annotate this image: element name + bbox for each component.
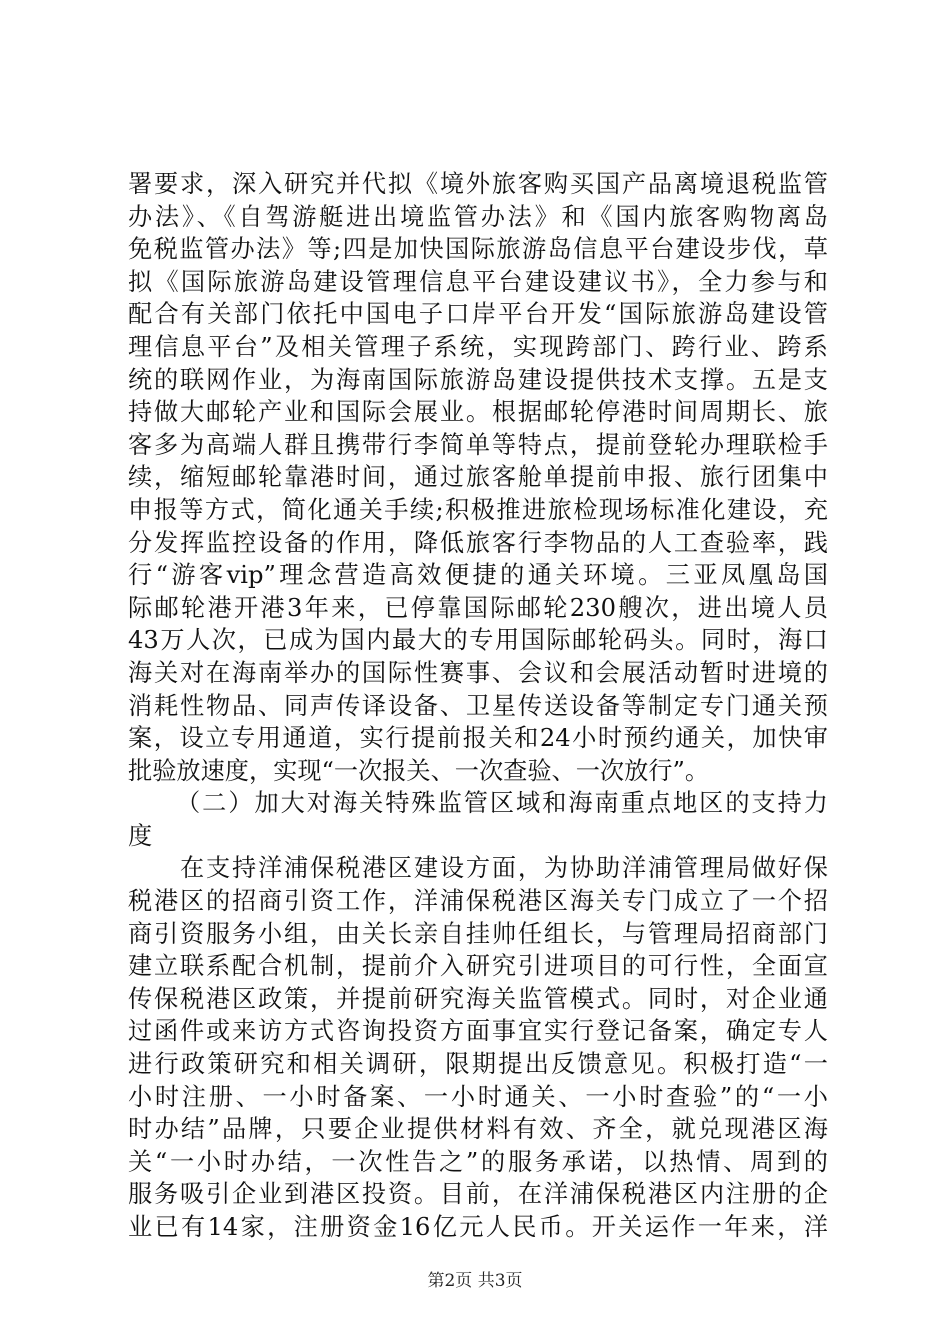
text-line: 分发挥监控设备的作用，降低旅客行李物品的人工查验率，践 [128, 528, 828, 557]
heading-line: （二）加大对海关特殊监管区域和海南重点地区的支持力 [176, 789, 828, 818]
text-line: 商引资服务小组，由关长亲自挂帅任组长，与管理局招商部门 [128, 919, 828, 948]
paragraph-1 [128, 168, 828, 787]
text-line: 43万人次，已成为国内最大的专用国际邮轮码头。同时，海口 [128, 626, 828, 655]
text-line: 时办结”品牌，只要企业提供材料有效、齐全，就兑现港区海 [128, 1115, 828, 1144]
text-line: 关“一小时办结，一次性告之”的服务承诺，以热情、周到的 [128, 1147, 828, 1176]
text-line: 客多为高端人群且携带行李简单等特点，提前登轮办理联检手 [128, 430, 828, 459]
text-line: 海关对在海南举办的国际性赛事、会议和会展活动暂时进境的 [128, 658, 828, 687]
page-footer: 第2页 共3页 [427, 1271, 523, 1291]
text-line: 建立联系配合机制，提前介入研究引进项目的可行性，全面宣 [128, 952, 828, 981]
text-line: 持做大邮轮产业和国际会展业。根据邮轮停港时间周期长、旅 [128, 398, 828, 427]
text-line: 传保税港区政策，并提前研究海关监管模式。同时，对企业通 [128, 984, 828, 1013]
paragraph-2 [128, 852, 828, 1243]
text-line: 在支持洋浦保税港区建设方面，为协助洋浦管理局做好保 [180, 854, 828, 883]
text-line: 小时注册、一小时备案、一小时通关、一小时查验”的“一小 [128, 1082, 828, 1111]
text-line: 业已有14家，注册资金16亿元人民币。开关运作一年来，洋 [128, 1213, 828, 1241]
text-line: 署要求，深入研究并代拟《境外旅客购买国产品离境退税监管 [128, 170, 828, 198]
text-line: 消耗性物品、同声传译设备、卫星传送设备等制定专门通关预 [128, 691, 828, 720]
text-line: 续，缩短邮轮靠港时间，通过旅客舱单提前申报、旅行团集中 [128, 463, 828, 492]
text-line: 批验放速度，实现“一次报关、一次查验、一次放行”。 [128, 756, 710, 785]
text-line: 税港区的招商引资工作，洋浦保税港区海关专门成立了一个招 [128, 887, 828, 916]
text-line: 际邮轮港开港3年来，已停靠国际邮轮230艘次，进出境人员 [128, 593, 828, 622]
document-body [128, 168, 828, 1244]
text-line: 拟《国际旅游岛建设管理信息平台建设建议书》，全力参与和 [128, 267, 828, 296]
text-line: 服务吸引企业到港区投资。目前，在洋浦保税港区内注册的企 [128, 1180, 828, 1209]
text-line: 配合有关部门依托中国电子口岸平台开发“国际旅游岛建设管 [128, 300, 828, 329]
text-line: 过函件或来访方式咨询投资方面事宜实行登记备案，确定专人 [128, 1017, 828, 1046]
text-line: 进行政策研究和相关调研，限期提出反馈意见。积极打造“一 [128, 1050, 828, 1079]
text-line: 免税监管办法》等;四是加快国际旅游岛信息平台建设步伐，草 [128, 235, 828, 264]
text-line: 办法》、《自驾游艇进出境监管办法》和《国内旅客购物离岛 [128, 202, 828, 231]
heading-line: 度 [128, 821, 153, 850]
section-heading [128, 787, 828, 852]
text-line: 理信息平台”及相关管理子系统，实现跨部门、跨行业、跨系 [128, 332, 828, 361]
text-line: 统的联网作业，为海南国际旅游岛建设提供技术支撑。五是支 [128, 365, 828, 394]
text-line: 案，设立专用通道，实行提前报关和24小时预约通关，加快审 [128, 724, 828, 753]
text-line: 行“游客vip”理念营造高效便捷的通关环境。三亚凤凰岛国 [128, 561, 828, 590]
text-line: 申报等方式，简化通关手续;积极推进旅检现场标准化建设，充 [128, 495, 828, 524]
